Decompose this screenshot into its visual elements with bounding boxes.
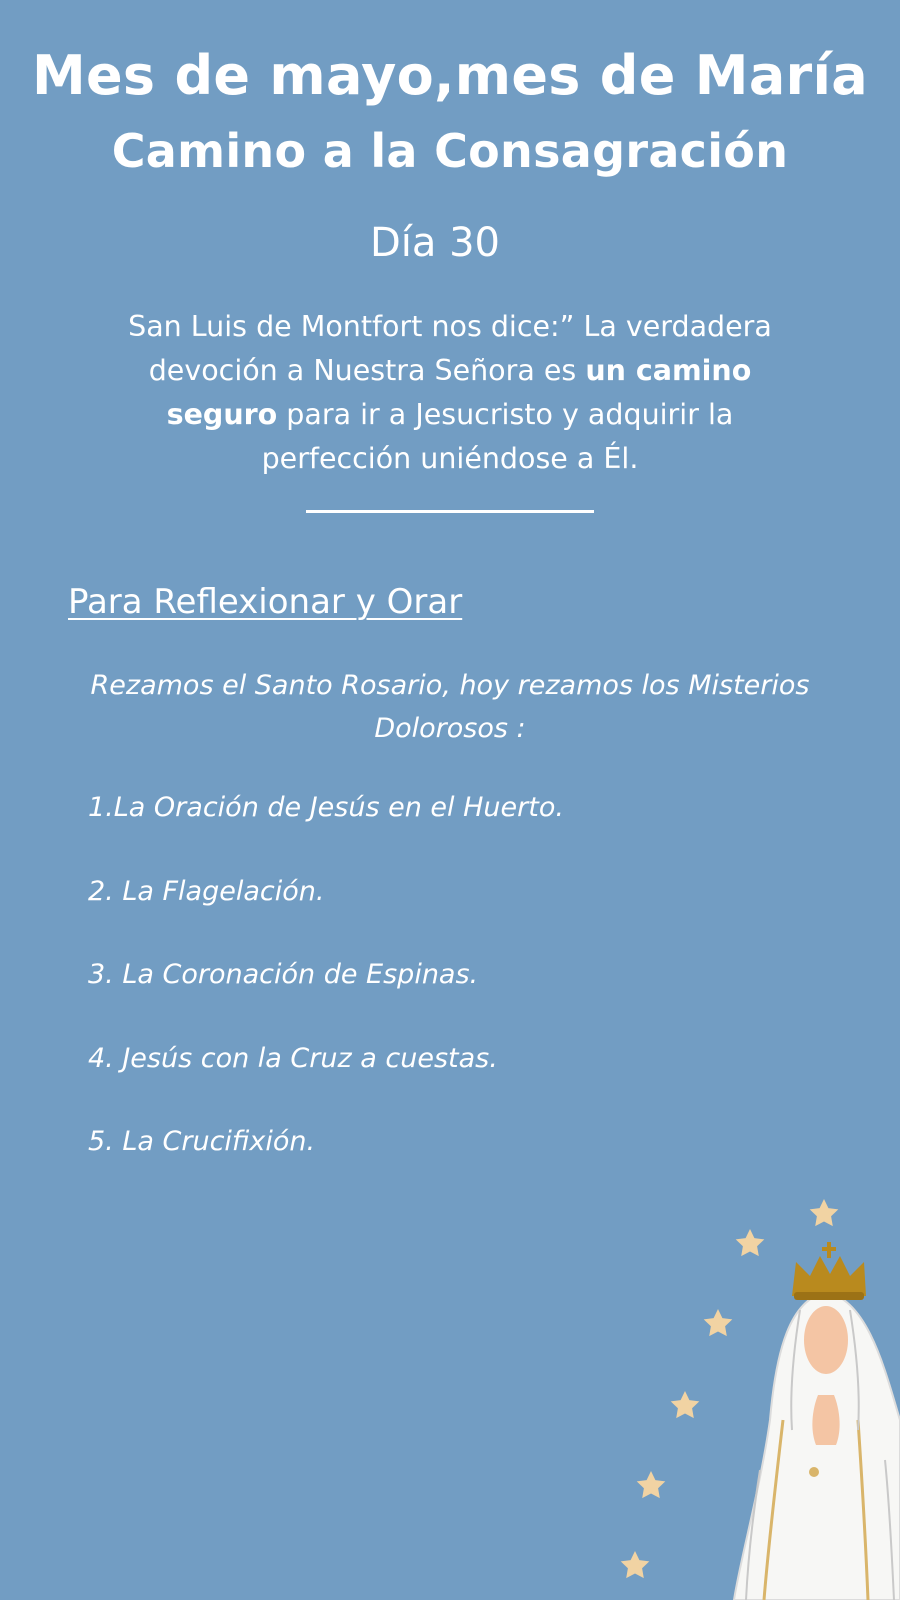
star-icon: [810, 1199, 839, 1226]
virgin-mary-figure: [734, 1292, 900, 1600]
rosary-intro: Rezamos el Santo Rosario, hoy rezamos los Misterios Dolorosos :: [90, 670, 810, 744]
mystery-item: 4. Jesús con la Cruz a cuestas.: [88, 1042, 498, 1074]
star-icon: [637, 1471, 666, 1498]
quote-text-end: para ir a Jesucristo y adquirir la perfección uniéndose a Él.: [261, 398, 734, 475]
page-subtitle: Camino a la Consagración: [111, 124, 789, 178]
quote-bold-text: un camino seguro: [166, 354, 752, 431]
star-icon: [671, 1391, 700, 1418]
star-icon: [621, 1551, 650, 1578]
mystery-item: 1.La Oración de Jesús en el Huerto.: [88, 792, 564, 823]
crown-icon: [792, 1242, 866, 1300]
mystery-item: 2. La Flagelación.: [88, 875, 325, 907]
day-label: Día 30: [369, 220, 501, 266]
section-heading: Para Reflexionar y Orar: [68, 582, 463, 622]
star-icon: [736, 1229, 765, 1256]
quote-text-start: San Luis de Montfort nos dice:” La verdadera devoción a Nuestra Señora es: [128, 310, 772, 387]
mystery-item: 5. La Crucifixión.: [88, 1126, 316, 1157]
mystery-item: 3. La Coronación de Espinas.: [88, 959, 479, 990]
page-title: Mes de mayo,mes de María: [31, 44, 869, 107]
star-icon: [704, 1309, 733, 1336]
